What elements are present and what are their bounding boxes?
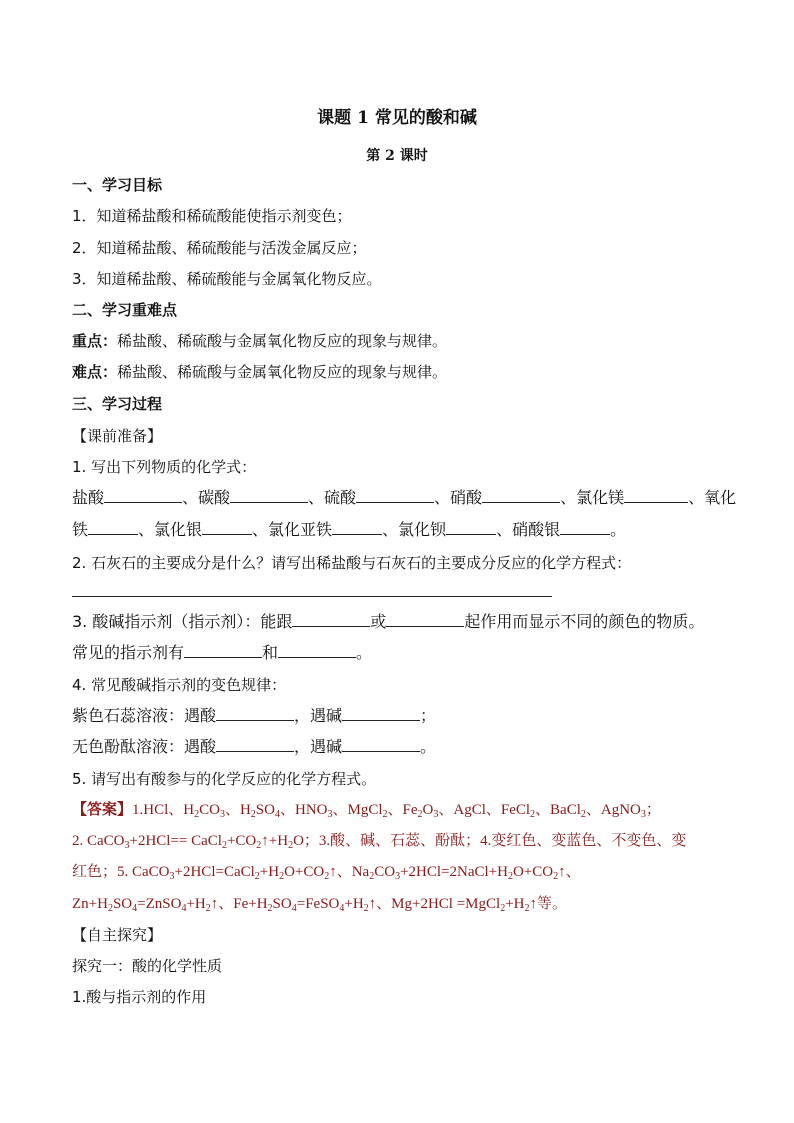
prep-heading: 【课前准备】 (72, 427, 163, 445)
question-3-line-2 (72, 643, 372, 663)
page-subtitle: 第 2 课时 (366, 148, 428, 164)
q3-text: 。 (356, 643, 373, 662)
blank (356, 488, 434, 503)
section-heading-objectives: 一、学习目标 (72, 176, 163, 194)
question-5: 5. 请写出有酸参与的化学反应的化学方程式。 (72, 770, 377, 788)
blank (202, 520, 252, 535)
formula-label: 。 (610, 520, 627, 539)
blank (332, 520, 382, 535)
question-2: 2. 石灰石的主要成分是什么？请写出稀盐酸与石灰石的主要成分反应的化学方程式： (72, 554, 632, 572)
formula-label: 、氯化钡 (382, 520, 447, 539)
explore-topic: 探究一：酸的化学性质 (72, 957, 223, 975)
formula-label: 、硝酸银 (496, 520, 561, 539)
rule-text: 紫色石蕊溶液：遇酸 (72, 706, 217, 725)
answer-line-2: 2. CaCO$_3$+2HCl== $CaCl_2+CO_2↑+H_2O$；3.酸、碱、石蕊、酚酞；4.变红色、变蓝色、不变色、变 (72, 833, 687, 851)
section-heading-keypoints: 二、学习重难点 (72, 301, 178, 319)
answer-line-1: 【答案】1.HCl、$H_2CO_3$、$H_2SO_4$、$HNO_3$、MgCl$_2$、$Fe_2O_3$、AgCl、FeCl$_2$、BaCl$_2$、AgNO$_3$； (72, 802, 661, 820)
question-1: 1. 写出下列物质的化学式： (72, 458, 257, 476)
answer-label: 【答案】 (72, 802, 133, 818)
key-point (72, 331, 447, 351)
objective-item: 3．知道稀盐酸、稀硫酸能与金属氧化物反应。 (72, 270, 382, 288)
page-title: 课题 1 常见的酸和碱 (317, 108, 477, 128)
answer-line-4: $Zn+H_2SO_4=ZnSO_4+H_2↑$、$Fe+H_2SO_4=FeSO_4+H_2↑$、$Mg+2HCl =MgCl_2+H_2↑$等。 (72, 896, 568, 914)
blank (446, 520, 496, 535)
formula-line-1 (72, 488, 736, 508)
q3-text: 3. 酸碱指示剂（指示剂）：能跟 (72, 612, 293, 631)
blank (482, 488, 560, 503)
formula-label: 、氧化 (688, 488, 737, 507)
formula-label: 盐酸 (72, 488, 105, 507)
blank (342, 737, 420, 752)
question-4: 4. 常见酸碱指示剂的变色规律： (72, 676, 287, 694)
blank (560, 520, 610, 535)
formula-label: 、氯化亚铁 (252, 520, 333, 539)
rule-text: 无色酚酞溶液：遇酸 (72, 737, 217, 756)
question-3 (72, 612, 704, 632)
objective-item: 1．知道稀盐酸和稀硫酸能使指示剂变色； (72, 207, 352, 225)
difficult-label: 难点： (72, 363, 118, 381)
key-label: 重点： (72, 332, 118, 350)
blank (216, 706, 294, 721)
q3-text: 或 (370, 612, 387, 631)
formula-label: 、氯化银 (138, 520, 203, 539)
explore-heading: 【自主探究】 (72, 926, 163, 944)
litmus-rule (72, 706, 436, 726)
q3-text: 和 (262, 643, 279, 662)
formula-label: 铁 (72, 520, 89, 539)
objective-item: 2．知道稀盐酸、稀硫酸能与活泼金属反应； (72, 239, 367, 257)
blank (292, 612, 370, 627)
blank (216, 737, 294, 752)
rule-text: ，遇碱 (294, 737, 343, 756)
q3-text: 起作用而显示不同的颜色的物质。 (464, 612, 705, 631)
formula-label: 、碳酸 (182, 488, 231, 507)
rule-text: ，遇碱 (294, 706, 343, 725)
key-text: 稀盐酸、稀硫酸与金属氧化物反应的现象与规律。 (117, 332, 448, 350)
explore-subtopic: 1.酸与指示剂的作用 (72, 988, 207, 1006)
answer-line (72, 596, 552, 597)
blank (104, 488, 182, 503)
difficult-point (72, 362, 447, 382)
rule-text: 。 (420, 737, 437, 756)
phenolphthalein-rule (72, 737, 436, 757)
blank (278, 643, 356, 658)
section-heading-process: 三、学习过程 (72, 395, 163, 413)
blank (88, 520, 138, 535)
formula-label: 、硝酸 (434, 488, 483, 507)
q3-text: 常见的指示剂有 (72, 643, 185, 662)
formula-label: 、氯化镁 (560, 488, 625, 507)
formula-line-2 (72, 520, 626, 540)
blank (184, 643, 262, 658)
blank (624, 488, 688, 503)
blank (386, 612, 464, 627)
blank (342, 706, 420, 721)
difficult-text: 稀盐酸、稀硫酸与金属氧化物反应的现象与规律。 (117, 363, 448, 381)
answer-line-3: 红色；5. $CaCO_3+2HCl=CaCl_2+H_2O+CO_2↑$、$Na_2CO_3+2HCl=2NaCl+H_2O+CO_2↑$、 (72, 864, 581, 882)
rule-text: ； (420, 706, 437, 725)
blank (230, 488, 308, 503)
formula-label: 、硫酸 (308, 488, 357, 507)
